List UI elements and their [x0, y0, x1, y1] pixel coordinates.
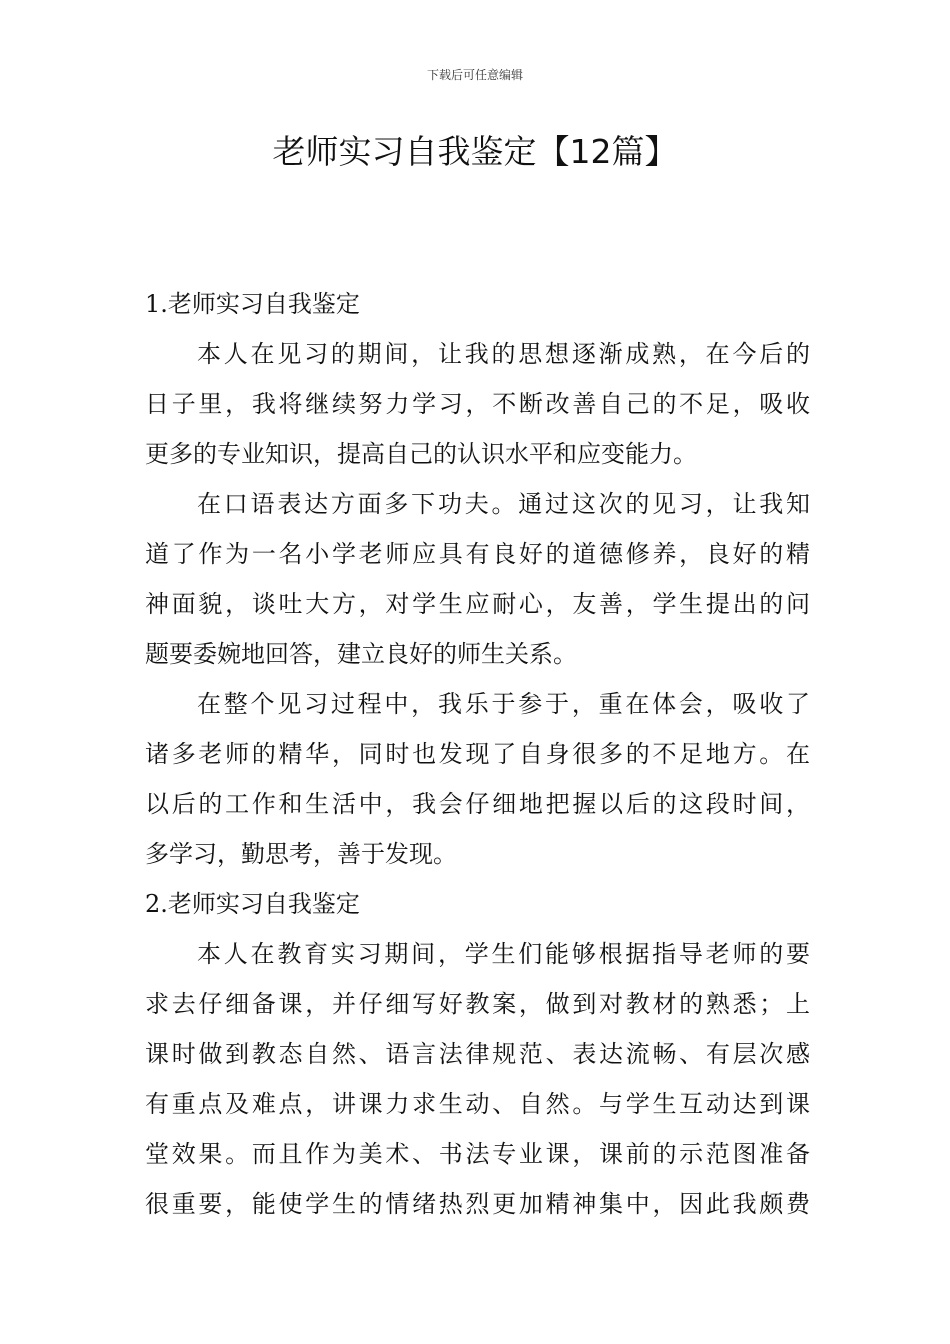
- text-line: 很重要，能使学生的情绪热烈更加精神集中，因此我颇费: [145, 1190, 810, 1218]
- text-line: 更多的专业知识，提高自己的认识水平和应变能力。: [145, 440, 697, 468]
- section-heading-2: 2.老师实习自我鉴定: [145, 890, 360, 918]
- text-line: 多学习，勤思考，善于发现。: [145, 840, 457, 868]
- text-line: 在口语表达方面多下功夫。通过这次的见习，让我知: [197, 490, 810, 518]
- header-note: 下载后可任意编辑: [426, 68, 523, 82]
- paragraph: [145, 929, 810, 1229]
- text-line: 本人在见习的期间，让我的思想逐渐成熟，在今后的: [197, 340, 810, 368]
- document-body: [145, 279, 810, 1229]
- text-line: 在整个见习过程中，我乐于参于，重在体会，吸收了: [197, 690, 810, 718]
- document-title: 老师实习自我鉴定【12篇】: [272, 132, 678, 171]
- paragraph: [145, 679, 810, 879]
- text-line: 以后的工作和生活中，我会仔细地把握以后的这段时间，: [145, 790, 810, 818]
- paragraph: [145, 329, 810, 479]
- text-line: 题要委婉地回答，建立良好的师生关系。: [145, 640, 577, 668]
- text-line: 本人在教育实习期间，学生们能够根据指导老师的要: [197, 940, 810, 968]
- text-line: 课时做到教态自然、语言法律规范、表达流畅、有层次感: [145, 1040, 810, 1068]
- section-heading-1: 1.老师实习自我鉴定: [145, 290, 360, 318]
- text-line: 道了作为一名小学老师应具有良好的道德修养，良好的精: [145, 540, 810, 568]
- text-line: 有重点及难点，讲课力求生动、自然。与学生互动达到课: [145, 1090, 810, 1118]
- paragraph: [145, 479, 810, 679]
- text-line: 日子里，我将继续努力学习，不断改善自己的不足，吸收: [145, 390, 810, 418]
- text-line: 诸多老师的精华，同时也发现了自身很多的不足地方。在: [145, 740, 810, 768]
- text-line: 堂效果。而且作为美术、书法专业课，课前的示范图准备: [145, 1140, 810, 1168]
- text-line: 神面貌，谈吐大方，对学生应耐心，友善，学生提出的问: [145, 590, 810, 618]
- text-line: 求去仔细备课，并仔细写好教案，做到对教材的熟悉；上: [145, 990, 810, 1018]
